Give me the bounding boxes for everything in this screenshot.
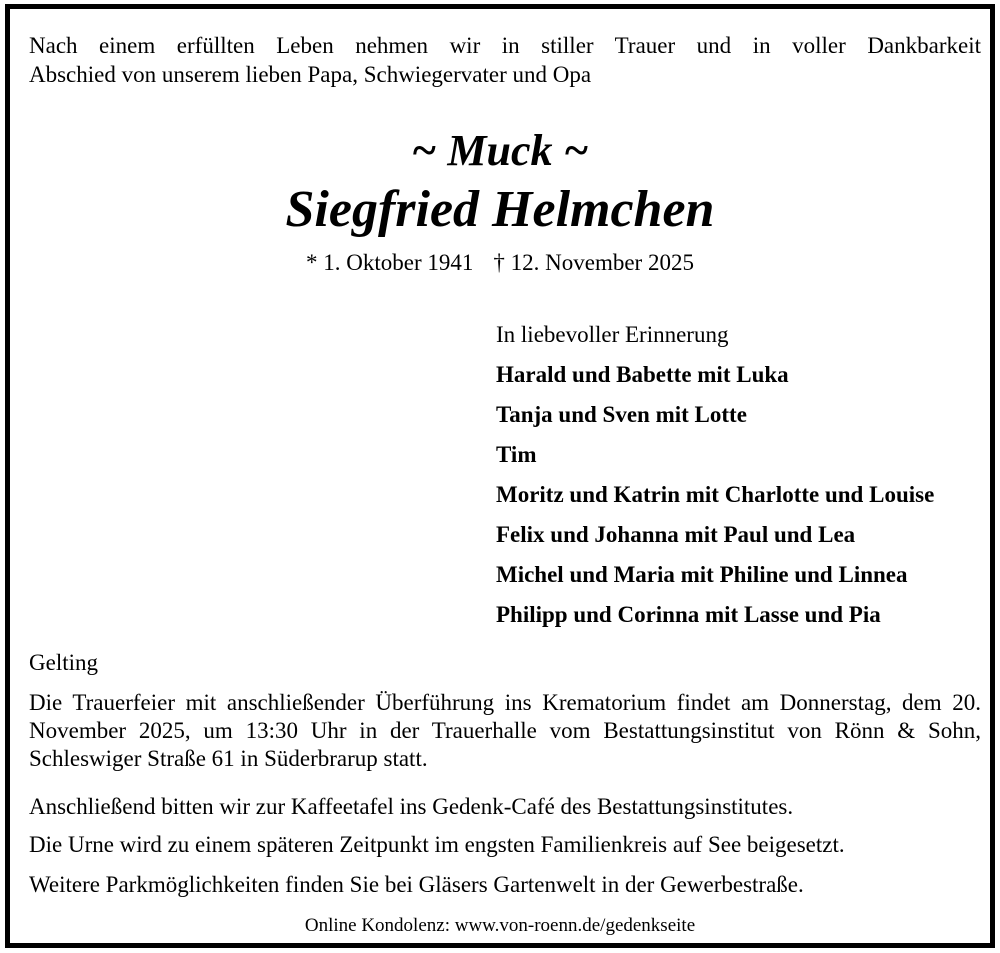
death-date: † 12. November 2025 [493,250,694,275]
intro-line-1: Nach einem erfüllten Leben nehmen wir in stiller Trauer und in voller Dankbarkeit [29,33,981,58]
intro-line-2: Abschied von unserem lieben Papa, Schwiegervater und Opa [29,62,592,87]
deceased-name: Siegfried Helmchen [285,181,715,238]
parking-paragraph: Weitere Parkmöglichkeiten finden Sie bei Gläsers Gartenwelt in der Gewerbestraße. [29,872,804,897]
list-item: Tim [496,442,537,467]
ceremony-paragraph: Die Trauerfeier mit anschließender Überführung ins Krematorium findet am Donnerstag, dem 20. November 2025, um 13:30 Uhr in der Trauerhalle vom Bestattungsinstitut von Rönn & Sohn, Schleswiger Straße 61 in Süderbrarup statt. [29,690,981,771]
obituary-notice [5,4,995,948]
mourners-heading: In liebevoller Erinnerung [496,322,729,347]
online-condolence-footer: Online Kondolenz: www.von-roenn.de/gedenkseite [304,915,696,936]
mourners-list [496,361,934,641]
list-item: Tanja und Sven mit Lotte [496,402,747,427]
list-item: Philipp und Corinna mit Lasse und Pia [496,602,881,627]
coffee-paragraph: Anschließend bitten wir zur Kaffeetafel ins Gedenk-Café des Bestattungsinstitutes. [29,794,794,819]
urn-paragraph: Die Urne wird zu einem späteren Zeitpunkt im engsten Familienkreis auf See beigesetzt. [29,832,845,857]
intro-text [29,31,981,89]
place-name: Gelting [29,650,98,675]
deceased-nickname: ~ Muck ~ [411,126,589,175]
list-item: Felix und Johanna mit Paul und Lea [496,522,856,547]
life-dates [10,249,990,277]
list-item: Harald und Babette mit Luka [496,362,789,387]
birth-date: * 1. Oktober 1941 [306,250,474,275]
list-item: Michel und Maria mit Philine und Linnea [496,562,908,587]
list-item: Moritz und Katrin mit Charlotte und Louise [496,482,935,507]
